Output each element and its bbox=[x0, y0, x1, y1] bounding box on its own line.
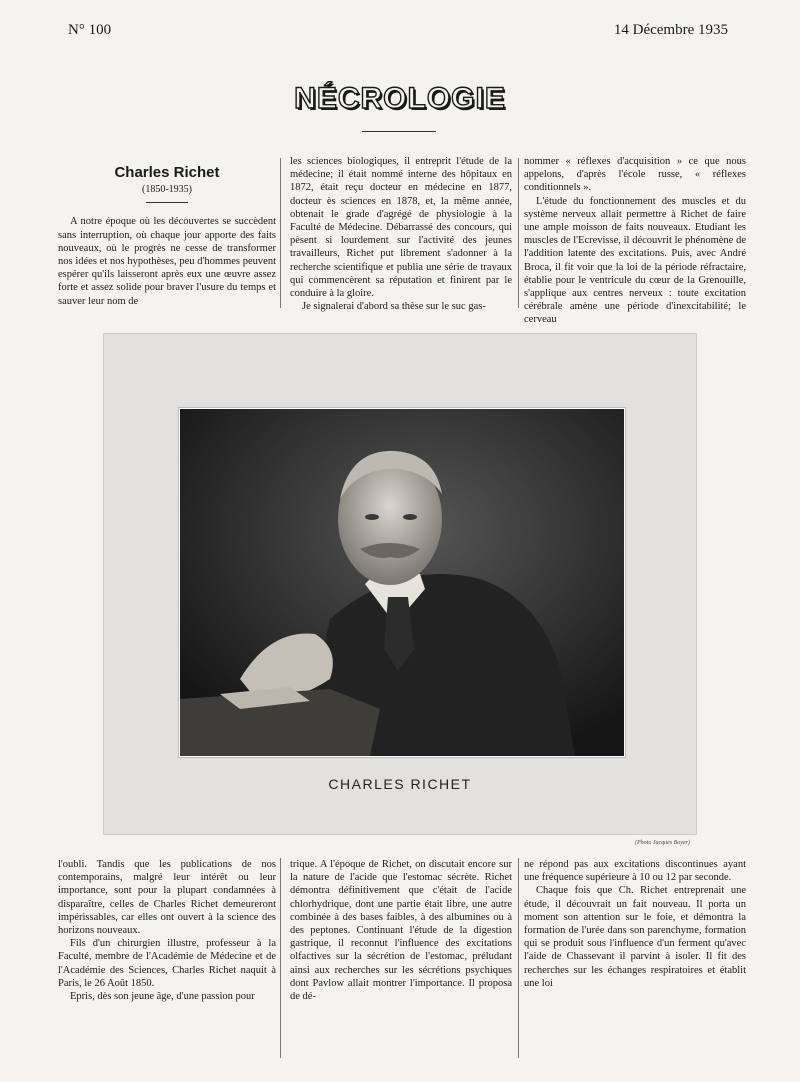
photo-caption: CHARLES RICHET bbox=[328, 776, 472, 792]
portrait-photo-frame bbox=[103, 333, 697, 835]
issue-number: N° 100 bbox=[68, 22, 112, 38]
section-title: NÉCROLOGIE bbox=[294, 82, 506, 115]
column-divider bbox=[518, 158, 519, 308]
paragraph: nommer « réflexes d'acquisition » ce que nous appelons, d'après l'école russe, « réflexes conditionnels ». bbox=[524, 156, 746, 194]
paragraph: ne répond pas aux excitations discontinues ayant une fréquence supérieure à 10 ou 12 par seconde. bbox=[524, 859, 746, 884]
paragraph: trique. A l'époque de Richet, on discutait encore sur la nature de l'acide que l'estomac sécrète. Richet démontra définitivement que c'était de l'acide chlorhydrique, dont une partie était libre, une autre combinée à des bases faibles, à des albumines ou à des peptones. Continuant l'étude de la digestion gastrique, il reconnut l'influence des excitations olfactives sur la sécrétion de l'estomac, préludant ainsi aux recherches sur les sécrétions psychiques dont Pavlow allait montrer l'importance. Il proposa de dé- bbox=[290, 859, 512, 1003]
paragraph: Chaque fois que Ch. Richet entreprenait une étude, il découvrait un fait nouveau. Il porta un moment son attention sur le foie, et démontra la formation de l'urée dans son parenchyme, formation qui se produit sous l'influence d'un ferment qu'avec l'aide de Chassevant il parvint à isoler. Il fit des recherches sur les échanges respiratoires et établit une loi bbox=[524, 885, 746, 989]
paragraph: L'étude du fonctionnement des muscles et du système nerveux allait permettre à Richet de faire une ample moisson de faits nouveaux. Etudiant les muscles de l'Ecrevisse, il découvrit le phénomène de l'addition latente des excitations. Puis, avec André Broca, il fit voir que la loi de la période réfractaire, établie pour le ventricule du cœur de la Grenouille, s'applique aux centres nerveux : toute excitation cérébrale amène une période d'inexcitabilité; le cerveau bbox=[524, 195, 746, 326]
title-rule bbox=[362, 131, 436, 132]
top-column-3 bbox=[524, 155, 746, 326]
paragraph: l'oubli. Tandis que les publications de nos contemporains, malgré leur intérêt ou leur importance, sont pour la plupart condamnées à disparaître, celles de Charles Richet demeureront impérissables, car elles ont ouvert à la science des horizons nouveaux. bbox=[58, 859, 276, 937]
paragraph: A notre époque où les découvertes se succèdent sans interruption, où chaque jour apporte des faits nouveaux, où le progrès ne cesse de transformer nos idées et nos hypothèses, peu d'hommes peuvent espérer qu'ils laisseront après eux une œuvre assez forte et assez solide pour braver l'usure du temps et sauver leur nom de bbox=[58, 216, 276, 307]
column-divider bbox=[518, 858, 519, 1058]
column-divider bbox=[280, 858, 281, 1058]
portrait-image bbox=[180, 409, 624, 756]
column-divider bbox=[280, 158, 281, 308]
article-dates: (1850-1935) bbox=[142, 184, 192, 196]
photo-credit: (Photo Jacques Boyer) bbox=[635, 840, 690, 846]
bottom-column-3 bbox=[524, 858, 746, 1058]
paragraph: les sciences biologiques, il entreprit l'étude de la médecine; il était nommé interne des hôpitaux en 1872, était reçu docteur en médecine en 1877, docteur ès sciences en 1878, et, la même année, obtenait le grade d'agrégé de physiologie à la Faculté de Médecine. Débarrassé des concours, qui pèsent si lourdement sur l'activité des jeunes travailleurs, Richet put librement s'adonner à la recherche scientifique et publia une série de travaux qui commencèrent sa réputation et finirent par le conduire à la gloire. bbox=[290, 156, 512, 300]
article-title-rule bbox=[146, 202, 188, 203]
issue-date: 14 Décembre 1935 bbox=[613, 22, 728, 38]
bottom-column-2 bbox=[290, 858, 512, 1058]
paragraph: Je signalerai d'abord sa thèse sur le suc gas- bbox=[302, 301, 486, 313]
portrait-photo bbox=[179, 408, 625, 757]
paragraph: Fils d'un chirurgien illustre, professeur à la Faculté, membre de l'Académie de Médecine et de l'Académie des Sciences, Charles Richet naquit à Paris, le 26 Août 1850. bbox=[58, 938, 276, 989]
article-title: Charles Richet bbox=[114, 164, 220, 181]
top-column-2 bbox=[290, 155, 512, 313]
top-column-1 bbox=[58, 160, 276, 310]
bottom-column-1 bbox=[58, 858, 276, 1058]
paragraph: Epris, dès son jeune âge, d'une passion pour bbox=[70, 991, 255, 1003]
